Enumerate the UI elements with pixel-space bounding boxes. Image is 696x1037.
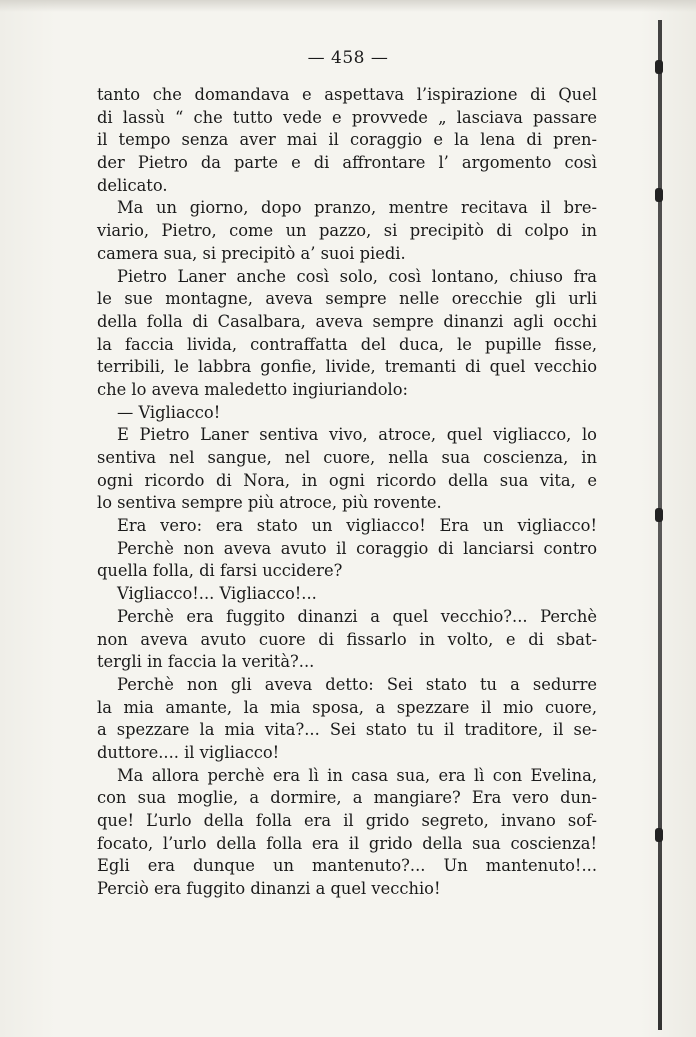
text-line: della folla di Casalbara, aveva sempre dinanzi agli occhi (97, 311, 597, 331)
text-line: che lo aveva maledetto ingiuriandolo: (97, 379, 409, 399)
text-line: la faccia livida, contraffatta del duca, le pupille fisse, (97, 334, 597, 354)
text-line: Perchè non aveva avuto il coraggio di lanciarsi contro (117, 538, 597, 558)
text-line: Ma un giorno, dopo pranzo, mentre recitava il bre- (117, 198, 597, 218)
text-line: duttore.... il vigliacco! (97, 742, 280, 762)
text-line: Ma allora perchè era lì in casa sua, era lì con Evelina, (117, 765, 597, 785)
text-line: le sue montagne, aveva sempre nelle orecchie gli urli (97, 289, 597, 309)
text-line: tanto che domandava e aspettava l’ispirazione di Quel (97, 85, 597, 104)
text-line: Perchè non gli aveva detto: Sei stato tu a sedurre (117, 674, 597, 694)
page-number: — 458 — (307, 48, 389, 68)
text-line: il tempo senza aver mai il coraggio e la lena di pren- (97, 130, 597, 150)
text-line: Perciò era fuggito dinanzi a quel vecchio! (97, 879, 441, 899)
text-line: di lassù “ che tutto vede e provvede „ lasciava passare (97, 107, 597, 127)
text-line: Pietro Laner anche così solo, così lontano, chiuso fra (117, 266, 597, 286)
text-line: der Pietro da parte e di affrontare l’ argomento così (97, 153, 597, 173)
page-top-shadow (0, 0, 696, 12)
text-line: quella folla, di farsi uccidere? (97, 561, 343, 581)
text-line: Era vero: era stato un vigliacco! Era un vigliacco! (117, 516, 597, 536)
text-line: Vigliacco!... Vigliacco!... (117, 584, 317, 604)
text-line: a spezzare la mia vita?... Sei stato tu il traditore, il se- (97, 720, 597, 740)
text-line: Perchè era fuggito dinanzi a quel vecchio?... Perchè (117, 606, 597, 626)
body-text (97, 84, 597, 901)
text-line: que! L’urlo della folla era il grido segreto, invano sof- (97, 811, 597, 830)
text-line: Egli era dunque un mantenuto?... Un mantenuto!... (97, 856, 597, 876)
text-line: con sua moglie, a dormire, a mangiare? Era vero dun- (97, 788, 597, 808)
text-line: terribili, le labbra gonfie, livide, tremanti di quel vecchio (97, 357, 597, 377)
text-line: — Vigliacco! (117, 402, 221, 422)
binding-mark (655, 508, 663, 522)
binding-mark (655, 828, 663, 842)
text-line: lo sentiva sempre più atroce, più rovente. (97, 493, 442, 513)
text-line: ogni ricordo di Nora, in ogni ricordo della sua vita, e (97, 470, 597, 490)
text-line: camera sua, si precipitò a’ suoi piedi. (97, 243, 406, 263)
text-line: sentiva nel sangue, nel cuore, nella sua coscienza, in (97, 448, 597, 467)
text-line: non aveva avuto cuore di fissarlo in volto, e di sbat- (97, 629, 597, 649)
text-line: la mia amante, la mia sposa, a spezzare il mio cuore, (97, 697, 597, 717)
text-line: tergli in faccia la verità?... (97, 652, 315, 672)
text-line: E Pietro Laner sentiva vivo, atroce, quel vigliacco, lo (117, 425, 597, 445)
binding-edge (658, 20, 662, 1030)
text-line: focato, l’urlo della folla era il grido della sua coscienza! (97, 833, 597, 853)
binding-mark (655, 188, 663, 202)
text-line: delicato. (97, 175, 168, 195)
text-line: viario, Pietro, come un pazzo, si precipitò di colpo in (97, 221, 597, 241)
